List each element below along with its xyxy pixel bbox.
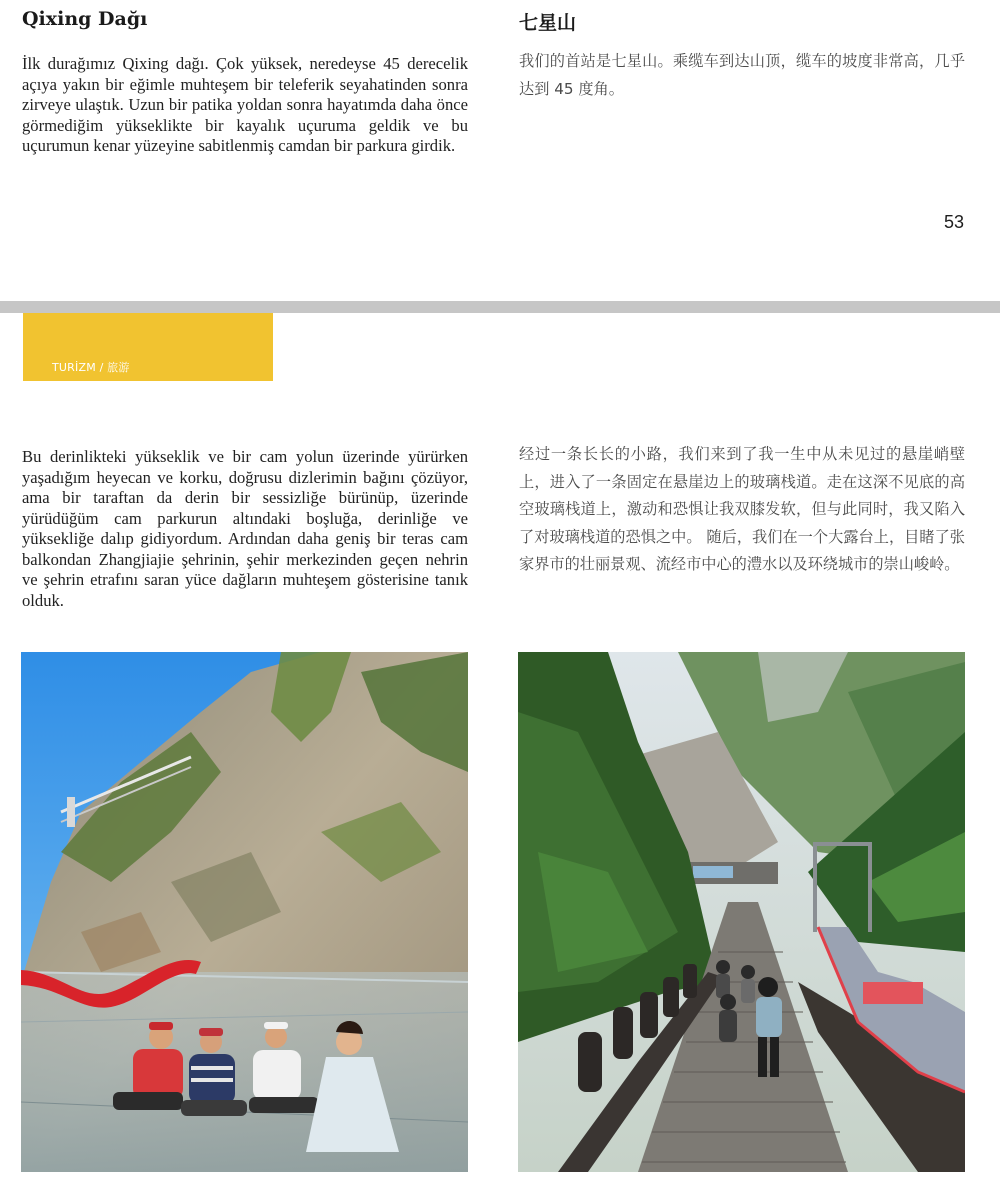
tr-heading-qixing: Qixing Dağı [22,8,148,30]
page-number: 53 [943,212,964,232]
category-tag-label: TURİZM / 旅游 [52,361,130,374]
zh-glass-walk-paragraph: 经过一条长长的小路，我们来到了我一生中从未见过的悬崖峭壁上，进入了一条固定在悬崖边上的玻璃栈道。走在这深不见底的高空玻璃栈道上，激动和恐惧让我双膝发软，但与此同时，我又陷入了对玻璃栈道的恐惧之中。 随后，我们在一个大露台上，目睹了张家界市的壮丽景观、流经市中心的澧水以及环绕城市的崇山峻岭。 [519,445,965,573]
page-divider [0,301,1000,313]
mountain-stairs-photo [518,652,965,1172]
tr-intro-paragraph: İlk durağımız Qixing dağı. Çok yüksek, neredeyse 45 derecelik açıya yakın bir eğimle muhteşem bir teleferik seyahatinden sonra zirveye ulaştık. Uzun bir patika yoldan sonra hayatımda daha önce görmediğim yükseklikte bir kayalık uçuruma geldik ve bu uçurumun kenar yüzeyine sabitlenmiş camdan bir parkura girdik. [22,54,468,155]
zh-heading-qixing: 七星山 [519,12,577,34]
tr-glass-walk-paragraph: Bu derinlikteki yükseklik ve bir cam yolun üzerinde yürürken yaşadığım heyecan ve korku, doğrusu dizlerimin bağını çözüyor, ama bir taraftan da derin bir sessizliğe bürünüp, üzerinde yürüdüğüm cam parkurun altındaki boşluğa, derinliğe ve yüksekliğe dalıp gidiyordum. Ardından daha geniş bir teras cam balkondan Zhangjiajie şehrinin, şehir merkezinden geçen nehrin ve şehrin etrafını saran yüce dağların muhteşem gösterisine tanık olduk. [22,447,468,610]
glass-skywalk-photo [21,652,468,1172]
category-tag [23,313,273,381]
zh-intro-paragraph: 我们的首站是七星山。乘缆车到达山顶，缆车的坡度非常高，几乎达到 45 度角。 [519,52,965,98]
